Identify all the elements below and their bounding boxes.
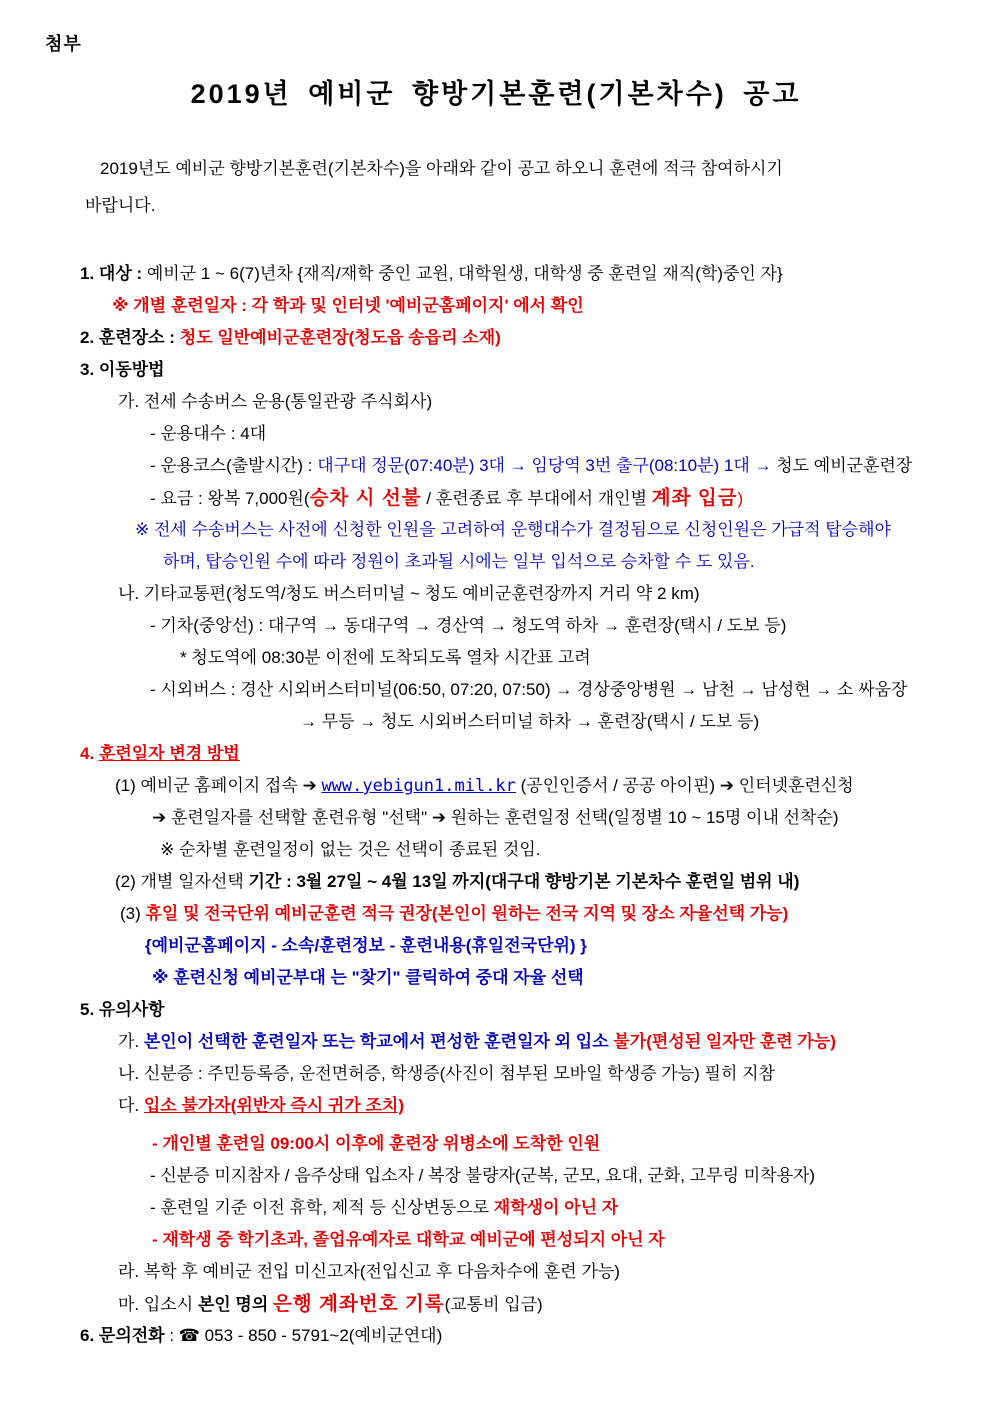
text-segment: * 청도역에 08:30분 이전에 도착되도록 열차 시간표 고려 (180, 648, 591, 667)
text-segment: 다. (118, 1096, 144, 1115)
doc-line (0, 1192, 992, 1224)
text-segment: - 운용대수 : 4대 (150, 424, 267, 443)
text-segment: {예비군홈페이지 - 소속/훈련정보 - 훈련내용(휴일전국단위) } (145, 936, 587, 955)
doc-line (0, 1256, 992, 1288)
doc-line (0, 770, 992, 802)
doc-line (0, 1320, 992, 1352)
text-segment: 청도 예비군훈련장 (776, 456, 913, 475)
text-segment: - 신분증 미지참자 / 음주상태 입소자 / 복장 불량자(군복, 군모, 요대, 군화, 고무링 미착용자) (150, 1166, 816, 1185)
text-segment: 휴일 및 전국단위 예비군훈련 적극 권장(본인이 원하는 전국 지역 및 장소 자율선택 가능) (145, 904, 789, 923)
text-segment: 훈련일자 변경 방법 (98, 744, 240, 763)
doc-line (0, 1288, 992, 1320)
text-segment: 승차 시 선불 (309, 487, 422, 509)
text-segment: 계좌 입금 (651, 487, 738, 509)
intro-line-1: 2019년도 예비군 향방기본훈련(기본차수)을 아래와 같이 공고 하오니 훈련에 적극 참여하시기 (100, 159, 783, 178)
text-segment: 2. 훈련장소 : (80, 328, 180, 347)
text-segment: (3) (120, 904, 146, 923)
text-segment: 나. 신분증 : 주민등록증, 운전면허증, 학생증(사진이 첨부된 모바일 학생증 가능) 필히 지참 (118, 1064, 775, 1083)
doc-line (0, 546, 992, 578)
text-segment: 6. 문의전화 (80, 1326, 165, 1345)
intro-line-2: 바랍니다. (85, 196, 156, 215)
attachment-label: 첨부 (45, 34, 82, 54)
doc-line (0, 1090, 992, 1122)
text-segment: ※ 순차별 훈련일정이 없는 것은 선택이 종료된 것임. (160, 840, 541, 859)
doc-line (0, 738, 992, 770)
text-segment: 본인 명의 (197, 1295, 269, 1314)
text-segment: (2) 개별 일자선택 (115, 872, 249, 891)
text-segment: 가. (118, 1032, 144, 1051)
doc-line (0, 258, 992, 290)
doc-line (0, 1128, 992, 1160)
text-segment: - 훈련일 기준 이전 휴학, 제적 등 신상변동으로 (150, 1198, 494, 1217)
text-segment: - 개인별 훈련일 09:00시 이후에 훈련장 위병소에 도착한 인원 (152, 1134, 601, 1153)
doc-line (0, 866, 992, 898)
doc-line (0, 1026, 992, 1058)
doc-line (0, 994, 992, 1026)
doc-line (0, 962, 992, 994)
text-segment: ) (737, 489, 744, 508)
text-segment: - 시외버스 : 경산 시외버스터미널(06:50, 07:20, 07:50) → 경상중앙병원 → 남천 → 남성현 → 소 싸움장 (150, 680, 908, 699)
intro-paragraph (0, 150, 992, 224)
text-segment: 청도 일반예비군훈련장(청도읍 송읍리 소재) (179, 328, 501, 347)
doc-line (0, 930, 992, 962)
text-segment: 라. 복학 후 예비군 전입 미신고자(전입신고 후 다음차수에 훈련 가능) (118, 1262, 620, 1281)
doc-line (0, 514, 992, 546)
text-segment: 3월 27일 ~ 4월 13일 까지(대구대 향방기본 기본차수 훈련일 범위 내) (296, 872, 800, 891)
doc-line (0, 578, 992, 610)
text-segment: : (281, 872, 297, 891)
text-segment: - 요금 : 왕복 7,000원( (150, 489, 310, 508)
text-segment: ※ 전세 수송버스는 사전에 신청한 인원을 고려하여 운행대수가 결정됨으로 신청인원은 가급적 탑승해야 (135, 520, 891, 539)
text-segment: 가. 전세 수송버스 운용(통일관광 주식회사) (118, 392, 433, 411)
text-segment: - 기차(중앙선) : 대구역 → 동대구역 → 경산역 → 청도역 하차 → 훈련장(택시 / 도보 등) (150, 616, 787, 635)
doc-line (0, 354, 992, 386)
doc-line (0, 610, 992, 642)
text-segment: / 훈련종료 후 부대에서 개인별 (421, 489, 652, 508)
text-segment: 본인이 선택한 훈련일자 또는 학교에서 편성한 훈련일자 외 입소 (143, 1032, 614, 1051)
text-segment: ➔ 훈련일자를 선택할 훈련유형 "선택" ➔ 원하는 훈련일정 선택(일정별 10 ~ 15명 이내 선착순) (152, 808, 839, 827)
doc-line (0, 418, 992, 450)
text-segment: 3. 이동방법 (80, 360, 165, 379)
text-segment: 불가(편성된 일자만 훈련 가능) (613, 1032, 836, 1051)
text-segment: 예비군 1 ~ 6(7)년차 {재직/재학 중인 교원, 대학원생, 대학생 중 훈련일 재직(학)중인 자} (146, 264, 783, 283)
doc-line (0, 898, 992, 930)
text-segment: 은행 계좌번호 기록 (273, 1293, 445, 1315)
doc-line (0, 482, 992, 514)
yebigun-url-link[interactable]: www.yebigun1.mil.kr (321, 776, 516, 796)
doc-line (0, 322, 992, 354)
page-title: 2019년 예비군 향방기본훈련(기본차수) 공고 (190, 79, 802, 109)
text-segment: 1. 대상 : (80, 264, 147, 283)
doc-line (0, 1224, 992, 1256)
document-body (0, 250, 992, 1352)
text-segment: - 재학생 중 학기초과, 졸업유예자로 대학교 예비군에 편성되지 아닌 자 (152, 1230, 665, 1249)
doc-line (0, 386, 992, 418)
text-segment: 마. 입소시 (118, 1295, 198, 1314)
text-segment: (공인인증서 / 공공 아이핀) ➔ 인터넷훈련신청 (515, 776, 854, 795)
doc-line (0, 642, 992, 674)
text-segment: → 무등 → 청도 시외버스터미널 하차 → 훈련장(택시 / 도보 등) (300, 712, 760, 731)
doc-line (0, 290, 992, 322)
doc-line (0, 802, 992, 834)
doc-line (0, 834, 992, 866)
doc-line (0, 450, 992, 482)
text-segment: 4. (80, 744, 99, 763)
text-segment: 입소 불가자(위반자 즉시 귀가 조치) (143, 1096, 404, 1115)
text-segment: 대구대 정문(07:40분) 3대 → 임당역 3번 출구(08:10분) 1대 → (317, 456, 777, 475)
text-segment: (1) 예비군 홈페이지 접속 ➔ (115, 776, 322, 795)
doc-line (0, 674, 992, 706)
text-segment: 나. 기타교통편(청도역/청도 버스터미널 ~ 청도 예비군훈련장까지 거리 약 2 km) (118, 584, 700, 603)
text-segment: : ☎ 053 - 850 - 5791~2(예비군연대) (164, 1326, 443, 1345)
doc-line (0, 1160, 992, 1192)
text-segment: 기간 (248, 872, 282, 891)
text-segment: ※ 개별 훈련일자 : 각 학과 및 인터넷 '예비군홈페이지' 에서 확인 (112, 296, 584, 315)
text-segment: (교통비 입금) (444, 1295, 543, 1314)
text-segment: - 운용코스(출발시간) : (150, 456, 318, 475)
text-segment: ※ 훈련신청 예비군부대 는 "찾기" 클릭하여 중대 자율 선택 (152, 968, 584, 987)
text-segment: 재학생이 아닌 자 (493, 1198, 619, 1217)
doc-line (0, 706, 992, 738)
text-segment: 하며, 탑승인원 수에 따라 정원이 초과될 시에는 일부 입석으로 승차할 수 도 있음. (163, 552, 755, 571)
text-segment: 5. 유의사항 (80, 1000, 165, 1019)
doc-line (0, 1058, 992, 1090)
